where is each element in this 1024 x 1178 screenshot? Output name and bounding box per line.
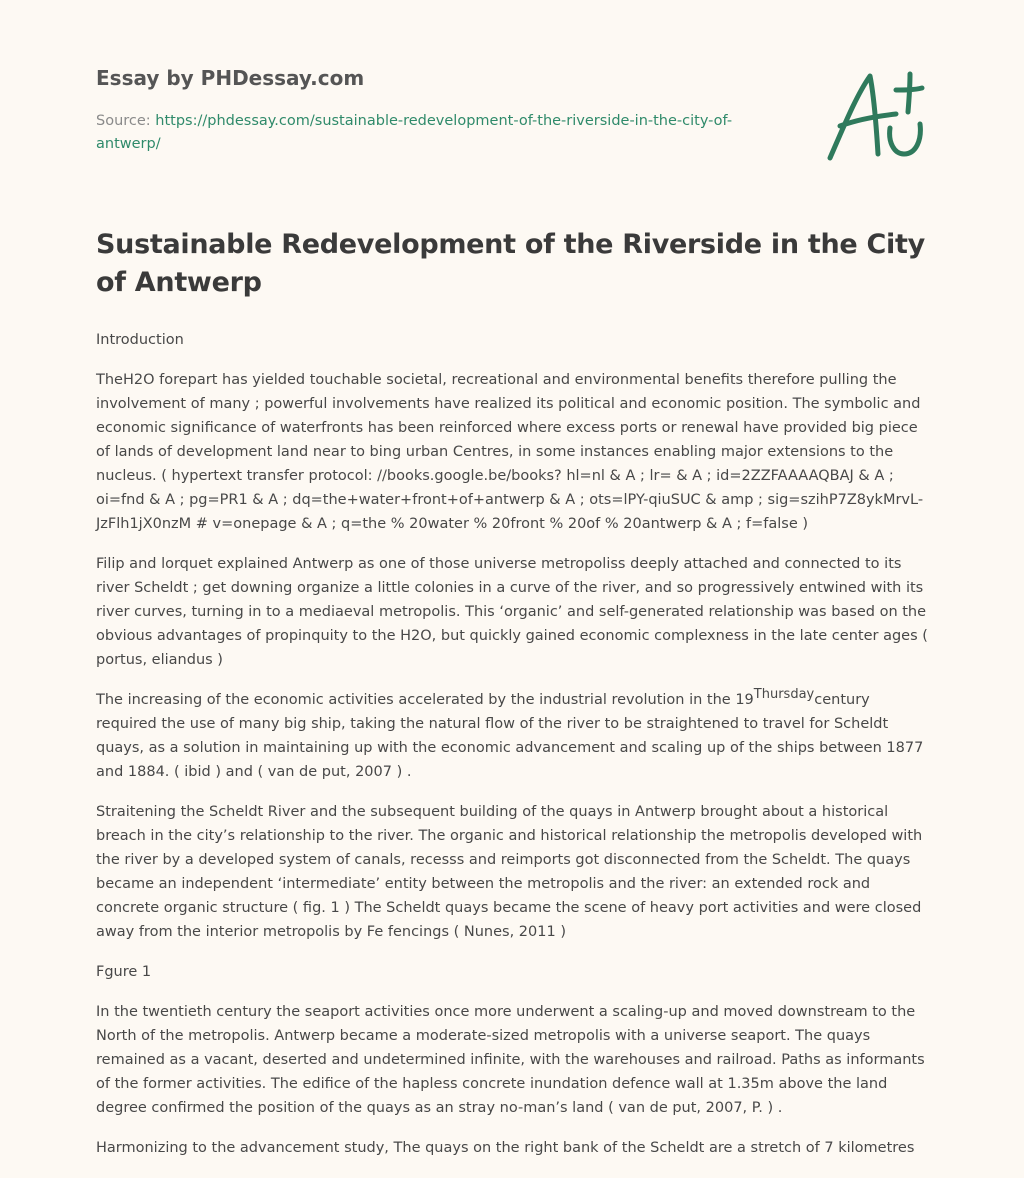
paragraph-3-text-end: century required the use of many big ship, taking the natural flow of the river to be straightened to travel for Scheldt quays, as a solution in maintaining up with the economic advancement and scaling up of the ships between 1877 and 1884. ( ibid ) and ( van de put, 2007 ) . [96, 692, 924, 780]
paragraph-5: In the twentieth century the seaport activities once more underwent a scaling-up and moved downstream to the North of the metropolis. Antwerp became a moderate-sized metropolis with a universe seaport. The quays remained as a vacant, deserted and undetermined infinite, with the warehouses and railroad. Paths as informants of the former activities. The edifice of the hapless concrete inundation defence wall at 1.35m above the land degree confirmed the position of the quays as an stray no-man’s land ( van de put, 2007, P. ) . [96, 1004, 925, 1116]
source-line [96, 110, 796, 156]
figure-label: Fgure 1 [96, 964, 152, 980]
paragraph-3-text-start: The increasing of the economic activities accelerated by the industrial revolution in the 19 [96, 692, 754, 708]
source-link[interactable]: https://phdessay.com/sustainable-redevelopment-of-the-riverside-in-the-city-of-antwerp/ [96, 113, 733, 152]
paragraph-3 [96, 688, 930, 784]
site-brand: Essay by PHDessay.com [96, 66, 365, 90]
paragraph-6: Harmonizing to the advancement study, The quays on the right bank of the Scheldt are a stretch of 7 kilometres [96, 1140, 915, 1156]
source-label: Source: [96, 113, 156, 129]
article-title: Sustainable Redevelopment of the Riverside in the City of Antwerp [96, 229, 925, 298]
paragraph-1: TheH2O forepart has yielded touchable societal, recreational and environmental benefits therefore pulling the involvement of many ; powerful involvements have realized its political and economic position. The symbolic and economic significance of waterfronts has been reinforced where excess ports or renewal have provided big piece of lands of development land near to bing urban Centres, in some instances enabling major extensions to the nucleus. ( hypertext transfer protocol: //books.google.be/books? hl=nl & A ; lr= & A ; id=2ZZFAAAAQBAJ & A ; oi=fnd & A ; pg=PR1 & A ; dq=the+water+front+of+antwerp & A ; ots=lPY-qiuSUC & amp ; sig=szihP7Z8ykMrvL-JzFlh1jX0nzM # v=onepage & A ; q=the % 20water % 20front % 20of % 20antwerp & A ; f=false ) [96, 372, 924, 532]
page-header [96, 64, 796, 156]
paragraph-2: Filip and lorquet explained Antwerp as one of those universe metropoliss deeply attached and connected to its river Scheldt ; get downing organize a little colonies in a curve of the river, and so progressively entwined with its river curves, turning in to a mediaeval metropolis. This ‘organic’ and self-generated relationship was based on the obvious advantages of propinquity to the H2O, but quickly gained economic complexness in the late center ages ( portus, eliandus ) [96, 556, 928, 668]
intro-heading: Introduction [96, 332, 184, 348]
a-plus-grade-icon [822, 66, 932, 166]
paragraph-4: Straitening the Scheldt River and the subsequent building of the quays in Antwerp brought about a historical breach in the city’s relationship to the river. The organic and historical relationship the metropolis developed with the river by a developed system of canals, recesss and reimports got disconnected from the Scheldt. The quays became an independent ‘intermediate’ entity between the metropolis and the river: an extended rock and concrete organic structure ( fig. 1 ) The Scheldt quays became the scene of heavy port activities and were closed away from the interior metropolis by Fe fencings ( Nunes, 2011 ) [96, 804, 923, 940]
ordinal-superscript: Thursday [753, 687, 815, 702]
article [96, 226, 930, 1176]
